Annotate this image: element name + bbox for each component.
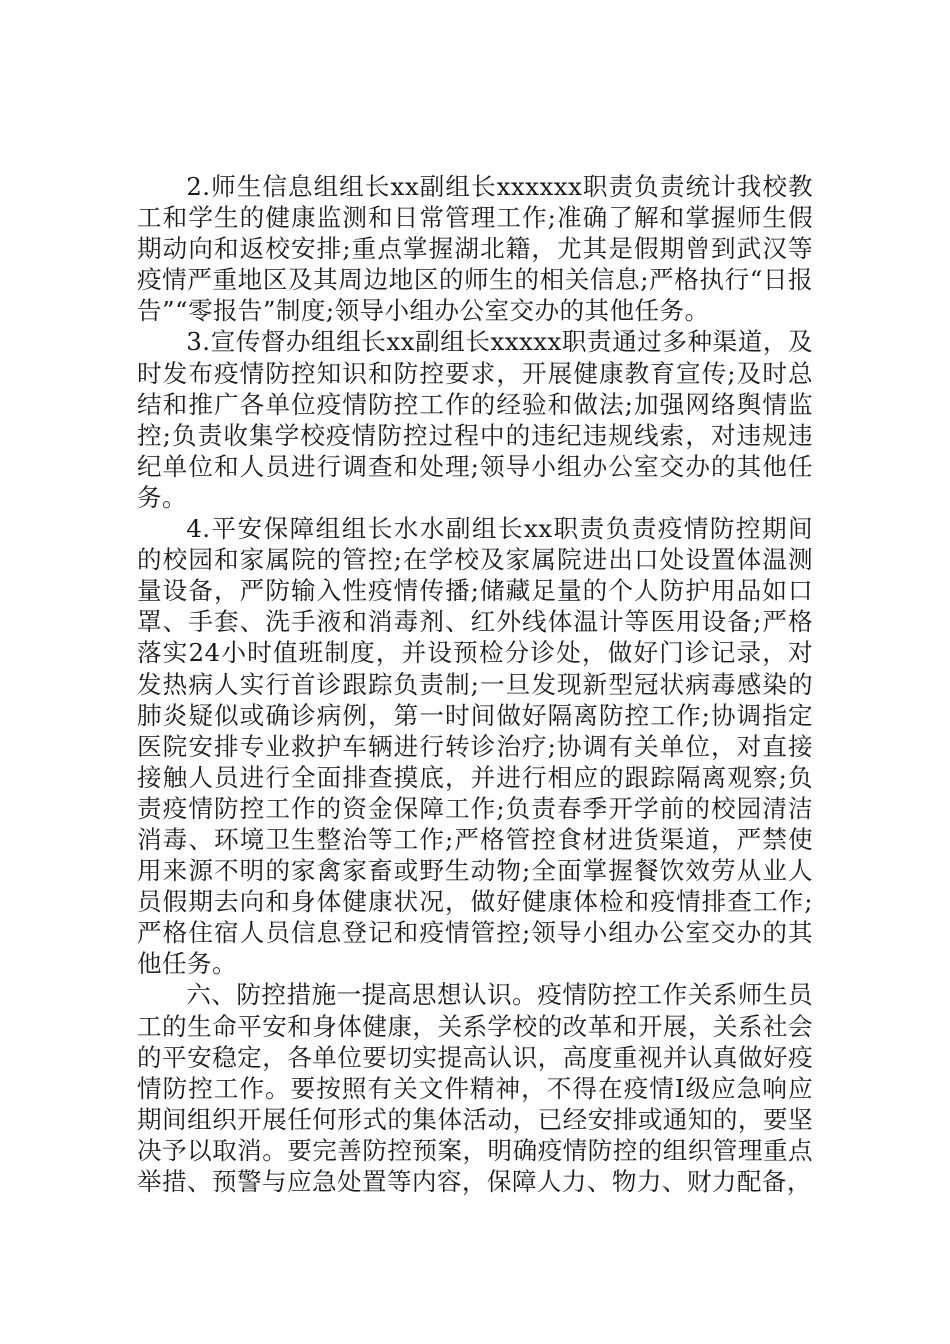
paragraph-info-group: 2.师生信息组组长xx副组长xxxxxx职责负责统计我校教工和学生的健康监测和日常管理工作;准确了解和掌握师生假期动向和返校安排;重点掌握湖北籍，尤其是假期曾到武汉等疫情严重地区及其周边地区的师生的相关信息;严格执行“日报告”“零报告”制度;领导小组办公室交办的其他任务。 bbox=[137, 172, 813, 326]
body-text bbox=[137, 171, 813, 1197]
paragraph-publicity-group: 3.宣传督办组组长xx副组长xxxxx职责通过多种渠道，及时发布疫情防控知识和防控要求，开展健康教育宣传;及时总结和推广各单位疫情防控工作的经验和做法;加强网络舆情监控;负责收集学校疫情防控过程中的违纪违规线索，对违规违纪单位和人员进行调查和处理;领导小组办公室交办的其他任务。 bbox=[137, 327, 813, 512]
paragraph-prevention-measures: 六、防控措施一提高思想认识。疫情防控工作关系师生员工的生命平安和身体健康，关系学校的改革和开展，关系社会的平安稳定，各单位要切实提高认识，高度重视并认真做好疫情防控工作。要按照有关文件精神，不得在疫情Ⅰ级应急响应期间组织开展任何形式的集体活动，已经安排或通知的，要坚决予以取消。要完善防控预案，明确疫情防控的组织管理重点举措、预警与应急处置等内容，保障人力、物力、财力配备， bbox=[137, 980, 813, 1196]
paragraph-safety-group: 4.平安保障组组长水水副组长xx职责负责疫情防控期间的校园和家属院的管控;在学校及家属院进出口处设置体温测量设备，严防输入性疫情传播;储藏足量的个人防护用品如口罩、手套、洗手液和消毒剂、红外线体温计等医用设备;严格落实24小时值班制度，并设预检分诊处，做好门诊记录，对发热病人实行首诊跟踪负责制;一旦发现新型冠状病毒感染的肺炎疑似或确诊病例，第一时间做好隔离防控工作;协调指定医院安排专业救护车辆进行转诊治疗;协调有关单位，对直接接触人员进行全面排查摸底，并进行相应的跟踪隔离观察;负责疫情防控工作的资金保障工作;负责春季开学前的校园清洁消毒、环境卫生整治等工作;严格管控食材进货渠道，严禁使用来源不明的家禽家畜或野生动物;全面掌握餐饮效劳从业人员假期去向和身体健康状况，做好健康体检和疫情排查工作;严格住宿人员信息登记和疫情管控;领导小组办公室交办的其他任务。 bbox=[137, 514, 813, 979]
